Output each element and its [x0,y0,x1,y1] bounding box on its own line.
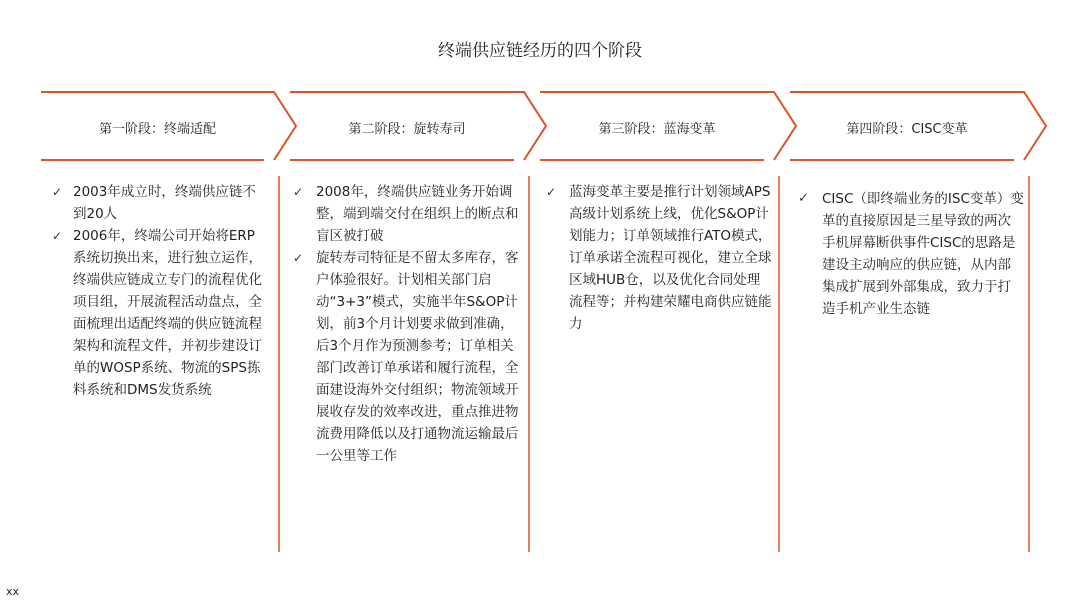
stage-4-arrow [790,92,1046,552]
check-icon: ✓ [52,185,63,199]
stage-4-header: 第四阶段：CISC变革 [846,122,968,137]
list-item [798,188,1024,320]
check-icon: ✓ [546,185,557,199]
item-text: 蓝海变革主要是推行计划领域APS高级计划系统上线，优化S&OP计划能力；订单领域推行ATO模式，订单承诺全流程可视化，建立全球区域HUB仓，以及优化合同处理流程等；并构建荣耀电商供应链能力 [569,184,772,332]
list-item [546,181,772,335]
item-text: 旋转寿司特征是不留太多库存，客户体验很好。计划相关部门启动“3+3”模式，实施半年S&OP计划，前3个月计划要求做到准确，后3个月作为预测参考；订单相关部门改善订单承诺和履行流程，全面建设海外交付组织；物流领域开展收存发的效率改进，重点推进物流费用降低以及打通物流运输最后一公里等工作 [316,250,519,464]
item-text: 2003年成立时，终端供应链不到20人 [73,184,256,222]
check-icon: ✓ [293,251,304,265]
footer-note: xx [6,585,20,598]
list-item [52,225,266,401]
list-item [293,181,521,247]
list-item [293,247,521,467]
page-title: 终端供应链经历的四个阶段 [438,41,642,61]
item-text: 2006年，终端公司开始将ERP系统切换出来，进行独立运作，终端供应链成立专门的流程优化项目组，开展流程活动盘点，全面梳理出适配终端的供应链流程架构和流程文件，并初步建设订单的WOSP系统、物流的SPS拣料系统和DMS发货系统 [73,228,262,398]
check-icon: ✓ [293,185,304,199]
item-text: CISC（即终端业务的ISC变革）变革的直接原因是三星导致的两次手机屏幕断供事件CISC的思路是建设主动响应的供应链，从内部集成扩展到外部集成，致力于打造手机产业生态链 [822,191,1024,317]
stage-3-header: 第三阶段：蓝海变革 [598,122,716,137]
list-item [52,181,266,225]
stage-2-content [293,181,521,467]
check-icon: ✓ [798,191,809,206]
stage-2-header: 第二阶段：旋转寿司 [348,122,466,137]
check-icon: ✓ [52,229,63,243]
stage-3-content [546,181,772,335]
stage-1-content [52,181,266,401]
stage-4-content [798,188,1024,320]
item-text: 2008年，终端供应链业务开始调整，端到端交付在组织上的断点和盲区被打破 [316,184,519,244]
stage-1-header: 第一阶段：终端适配 [98,122,216,137]
